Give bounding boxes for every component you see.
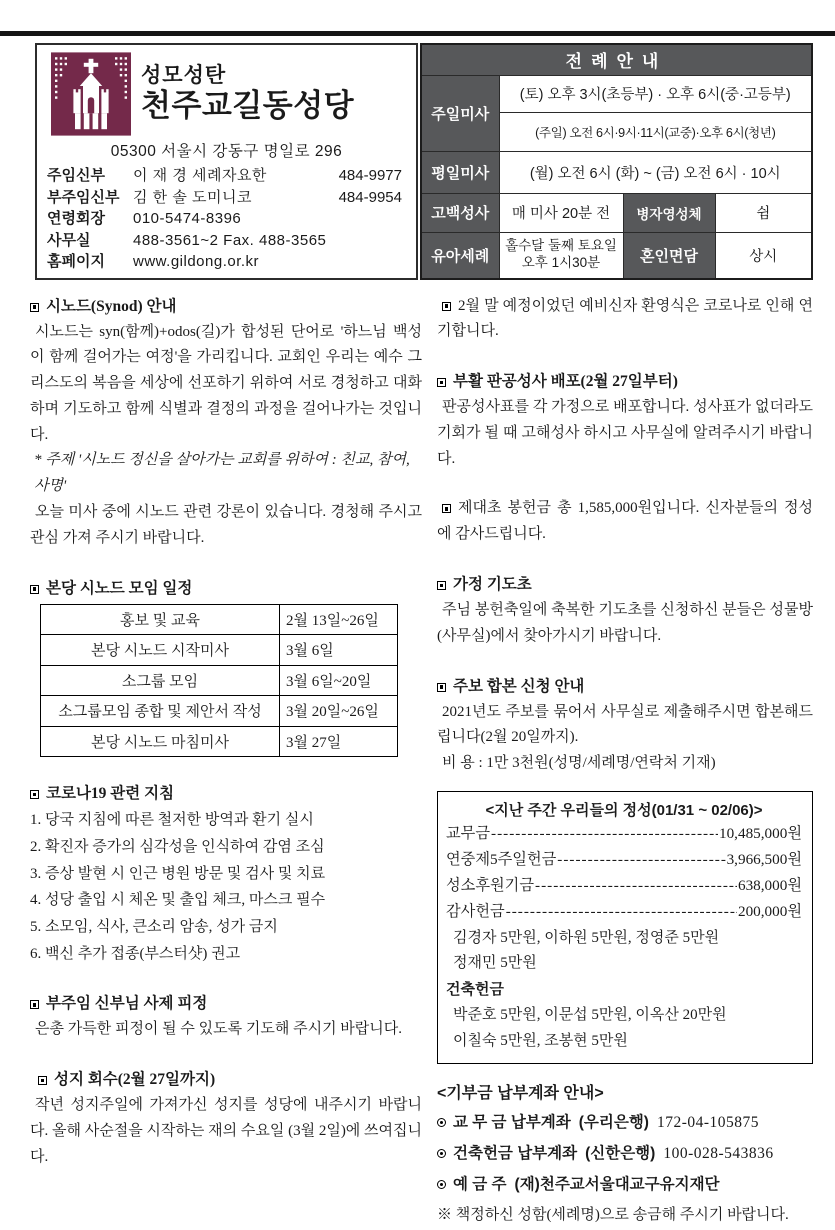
schedule-item: 소그룹모임 종합 및 제안서 작성 [41,696,280,727]
weekly-offerings-box [437,791,813,1064]
church-name: 천주교길동성당 [141,88,355,124]
contact-label: 부주임신부 [47,188,120,206]
confession-time: 매 미사 20분 전 [499,193,623,232]
table-row [41,604,398,635]
schedule-date: 3월 27일 [280,726,398,757]
account-number: 172-04-105875 [656,1113,760,1131]
schedule-item: 홍보 및 교육 [41,604,280,635]
marriage-counsel-label: 혼인면담 [623,233,715,279]
offering-amount: 200,000원 [737,903,802,921]
covid-rule: 6. 백신 추가 접종(부스터샷) 권고 [30,945,241,962]
contact-row-assistant [47,187,406,209]
offering-row [446,821,802,847]
square-bullet-icon [30,585,39,594]
section-title-text: 부활 판공성사 배포(2월 27일부터) [453,373,678,391]
retreat-paragraph: 은총 가득한 피정이 될 수 있도록 기도해 주시기 바랍니다. [35,1021,403,1038]
section-palm-collection [30,1067,422,1170]
offerings-title: <지난 주간 우리들의 정성(01/31 ~ 02/06)> [485,802,763,820]
section-donation-accounts [437,1080,813,1230]
building-offering-subtitle: 건축헌금 [446,981,504,999]
account-row [437,1169,813,1200]
schedule-item: 본당 시노드 마침미사 [41,726,280,757]
confession-label: 고백성사 [421,193,499,232]
saturday-mass-times: (토) 오후 3시(초등부) · 오후 6시(중·고등부) [499,75,812,112]
church-logo-icon [51,52,131,136]
sick-communion-value: 쉼 [715,193,812,232]
offering-row [446,847,802,873]
square-bullet-icon [30,303,39,312]
account-row [437,1107,813,1138]
contact-label: 사무실 [47,231,91,249]
thanks-donors-line: 정재민 5만원 [453,955,537,972]
building-donors-line: 박준호 5만원, 이문섭 5만원, 이옥산 20만원 [453,1007,727,1024]
offering-amount: 638,000원 [737,877,802,895]
contact-row-chairman [47,208,406,230]
section-title [437,369,813,391]
section-title-text: 시노드(Synod) 안내 [46,297,177,315]
building-donors-line: 이칠숙 5만원, 조봉현 5만원 [453,1032,628,1049]
schedule-item: 소그룹 모임 [41,665,280,696]
section-title-text: 본당 시노드 모임 일정 [46,579,193,597]
fisheye-bullet-icon [437,1118,446,1127]
remittance-note: ※ 책정하신 성함(세례명)으로 송금해 주시기 바랍니다. [437,1206,789,1223]
section-title-text: 부주임 신부님 사제 피정 [46,995,208,1013]
schedule-date: 3월 6일~20일 [280,665,398,696]
square-bullet-icon [437,378,446,387]
brand-row [51,52,406,136]
table-row [41,696,398,727]
covid-rule: 4. 성당 출입 시 체온 및 출입 체크, 마스크 필수 [30,892,326,909]
section-altar-candle [437,496,813,548]
infant-baptism-label: 유아세례 [421,233,499,279]
accounts-title: <기부금 납부계좌 안내> [437,1084,604,1102]
square-bullet-icon [437,683,446,692]
table-row [41,726,398,757]
account-number: 100-028-543836 [663,1144,774,1162]
contact-label: 주임신부 [47,167,105,184]
covid-rule: 1. 당국 지침에 따른 철저한 방역과 환기 실시 [30,812,314,829]
covid-rule: 3. 증상 발현 시 인근 병원 방문 및 검사 및 치료 [30,865,326,882]
prayer-candle-paragraph: 주님 봉헌축일에 축복한 기도초를 신청하신 분들은 성물방(사무실)에서 찾아가시기 바랍니다. [437,602,813,644]
contact-value: 김 한 솔 도미니코 [133,188,252,206]
thanks-donors-line: 김경자 5만원, 이하원 5만원, 정영준 5만원 [453,929,720,946]
right-column [437,290,813,1230]
contact-phone: 484-9977 [338,167,402,184]
section-easter-confession [437,369,813,472]
section-title-text: 코로나19 관련 지침 [46,785,175,803]
schedule-date: 2월 13일~26일 [280,604,398,635]
offering-amount: 3,966,500원 [726,851,802,869]
offering-label: 감사헌금 [446,903,505,921]
dash-leader [491,821,718,847]
contact-row-pastor [47,165,406,187]
offering-label: 연중제5주일헌금 [446,851,557,869]
square-bullet-icon [30,790,39,799]
marriage-counsel-value: 상시 [715,233,812,279]
sick-communion-label: 병자영성체 [623,193,715,232]
table-row [41,635,398,666]
church-subtitle: 성모성탄 [141,64,227,88]
contact-value: 010-5474-8396 [133,210,242,227]
section-title [30,781,422,803]
left-column [30,290,422,1171]
offering-row [446,873,802,899]
contact-value: 이 재 경 세례자요한 [133,167,267,184]
section-covid [30,781,422,967]
synod-schedule-table [40,604,398,758]
section-synod [30,294,422,552]
section-title-text: 성지 회수(2월 27일까지) [54,1071,216,1089]
homepage-url: www.gildong.or.kr [133,253,260,270]
account-bank: (우리은행) [578,1113,649,1131]
section-title [38,1067,422,1089]
section-title [30,576,422,598]
infant-baptism-time: 홀수달 둘째 토요일 오후 1시30분 [499,233,623,279]
binding-cost: 비 용 : 1만 3천원(성명/세례명/연락처 기재) [442,755,716,772]
contact-phone: 484-9954 [338,188,402,206]
synod-paragraph: 시노드는 syn(함께)+odos(길)가 합성된 단어로 '하느님 백성이 함께 걸어가는 여정'을 가리킵니다. 교회인 우리는 예수 그리스도의 복음을 세상에 선포하기 위하여 서로 경청하고 대화하며 기도하고 함께 식별과 결정의 과정을 걸어나가는 것입니다. [30,323,422,443]
section-priest-retreat [30,991,422,1043]
contact-value: 488-3561~2 Fax. 488-3565 [133,231,327,249]
section-title [437,572,813,594]
square-bullet-icon [30,1000,39,1009]
section-synod-schedule [30,576,422,758]
offering-row [446,899,802,925]
notice-text: 제대초 봉헌금 총 1,585,000원입니다. 신자분들의 정성에 감사드립니다. [437,500,813,543]
square-bullet-icon [442,504,451,513]
dash-leader [535,873,737,899]
sunday-mass-times: (주일) 오전 6시·9시·11시(교중)·오후 6시(청년) [499,112,812,151]
church-info-box [35,43,418,280]
account-bank: (신한은행) [585,1144,656,1162]
account-bank: (재)천주교서울대교구유지재단 [514,1175,720,1193]
bulletin-body [30,290,813,1230]
offering-label: 교무금 [446,825,491,843]
offering-amount: 10,485,000원 [718,825,802,843]
account-label: 교 무 금 납부계좌 [453,1113,571,1131]
offering-label: 성소후원기금 [446,877,535,895]
section-prayer-candle [437,572,813,650]
liturgy-table-title: 전례안내 [421,44,812,75]
easter-paragraph: 판공성사표를 각 가정으로 배포합니다. 성사표가 없더라도 기회가 될 때 고해성사 하시고 사무실에 알려주시기 바랍니다. [437,399,813,467]
liturgy-schedule-table [420,43,813,280]
schedule-item: 본당 시노드 시작미사 [41,635,280,666]
account-label: 건축헌금 납부계좌 [453,1144,578,1162]
sunday-mass-label: 주일미사 [421,75,499,152]
bulletin-header [35,43,813,280]
top-divider [0,31,835,36]
section-title [30,294,422,316]
church-address: 05300 서울시 강동구 명일로 296 [110,143,343,160]
binding-paragraph: 2021년도 주보를 묶어서 사무실로 제출해주시면 합본해드립니다(2월 20일까지). [437,703,813,746]
table-row [41,665,398,696]
section-title-text: 주보 합본 신청 안내 [453,677,585,695]
contact-row-homepage [47,251,406,273]
covid-rule: 5. 소모임, 식사, 큰소리 암송, 성가 금지 [30,918,278,935]
account-row [437,1138,813,1169]
schedule-date: 3월 6일 [280,635,398,666]
square-bullet-icon [38,1076,47,1085]
weekday-mass-label: 평일미사 [421,152,499,194]
contact-label: 연령회장 [47,210,105,227]
section-catechumen-notice [437,294,813,346]
synod-theme-note: * 주제 '시노드 정신을 살아가는 교회를 위하여 : 친교, 참여, 사명' [34,452,410,495]
catechumen-notice [437,294,813,346]
dash-leader [506,899,737,925]
weekday-mass-times: (월) 오전 6시 (화) ~ (금) 오전 6시 · 10시 [499,152,812,194]
covid-rule: 2. 확진자 증가의 심각성을 인식하여 감염 조심 [30,838,325,855]
section-title [437,674,813,696]
palm-paragraph: 작년 성지주일에 가져가신 성지를 성당에 내주시기 바랍니다. 올해 사순절을 시작하는 재의 수요일 (3월 2일)에 쓰여집니다. [30,1097,423,1165]
dash-leader [557,847,725,873]
contact-row-office [47,230,406,252]
square-bullet-icon [437,581,446,590]
square-bullet-icon [442,302,451,311]
fisheye-bullet-icon [437,1149,446,1158]
account-label: 예 금 주 [453,1175,507,1193]
section-title [30,991,422,1013]
altar-candle-notice [437,496,813,548]
synod-paragraph-2: 오늘 미사 중에 시노드 관련 강론이 있습니다. 경청해 주시고 관심 가져 주시기 바랍니다. [30,504,422,546]
schedule-date: 3월 20일~26일 [280,696,398,727]
contact-label: 홈페이지 [47,253,105,270]
section-bulletin-binding [437,674,813,777]
notice-text: 2월 말 예정이었던 예비신자 환영식은 코로나로 인해 연기합니다. [437,297,813,340]
section-title-text: 가정 기도초 [453,576,532,594]
